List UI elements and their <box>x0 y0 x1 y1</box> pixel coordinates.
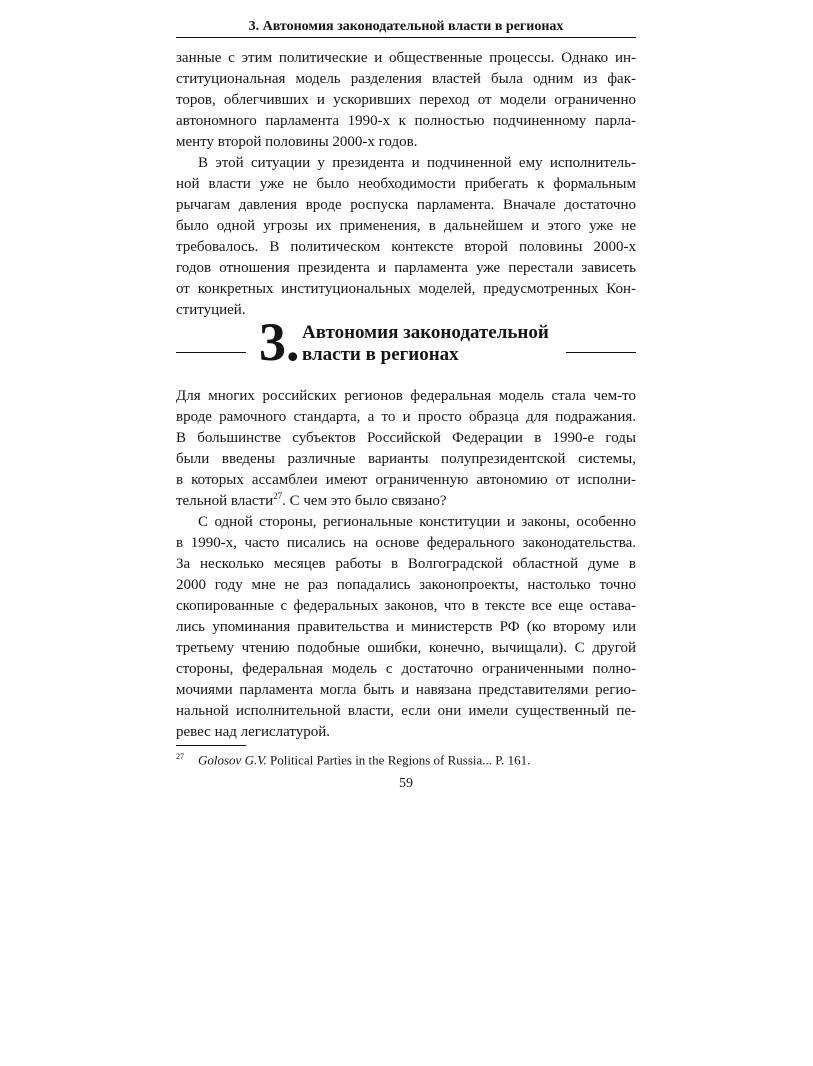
text-line: занные с этим политические и общественные процессы. Однако ин- <box>176 50 636 66</box>
text-line <box>176 491 636 512</box>
footnote-author: Golosov G.V. <box>198 752 267 768</box>
text-line: в 1990-х, часто писались на основе федерального законодательства. <box>176 535 636 551</box>
text-line: автономного парламента 1990-х к полностью подчиненному парла- <box>176 113 636 129</box>
running-header: 3. Автономия законодательной власти в регионах <box>248 19 564 34</box>
text-line: В этой ситуации у президента и подчиненной ему исполнитель- <box>198 155 636 171</box>
chapter-title-line-2: власти в регионах <box>302 344 459 365</box>
text-line: В большинстве субъектов Российской Федерации в 1990-е годы <box>176 430 636 446</box>
text-line: было одной угрозы их применения, в дальнейшем и этого уже не <box>176 218 636 234</box>
text-fragment: тельной власти <box>176 493 274 509</box>
text-line: ревес над легислатурой. <box>176 724 331 740</box>
text-line: были введены различные варианты полупрезидентской системы, <box>176 451 636 467</box>
chapter-rule-right <box>566 352 636 353</box>
text-line: требовалось. В политическом контексте второй половины 2000-х <box>176 239 636 255</box>
chapter-title <box>302 322 549 366</box>
text-line: ституцией. <box>176 302 246 318</box>
text-line: мочиями парламента могла быть и навязана представителями регио- <box>176 682 636 698</box>
header-rule <box>176 37 636 38</box>
text-line: годов отношения президента и парламента уже перестали зависеть <box>176 260 636 276</box>
footnote-reference[interactable]: 27 <box>273 491 283 501</box>
text-line: Для многих российских регионов федеральная модель стала чем-то <box>176 388 636 404</box>
text-line: рычагам давления вроде роспуска парламента. Вначале достаточно <box>176 197 636 213</box>
text-fragment: . С чем это было связано? <box>282 493 447 509</box>
footnote-text: Political Parties in the Regions of Russia... P. 161. <box>266 752 531 768</box>
text-line: ной власти уже не было необходимости прибегать к формальным <box>176 176 636 192</box>
text-line: стороны, федеральная модель с достаточно ограниченными полно- <box>176 661 636 677</box>
footnote-number: 27 <box>176 752 184 761</box>
chapter-number: 3. <box>259 312 300 372</box>
chapter-title-line-1: Автономия законодательной <box>302 322 549 343</box>
text-line: нальной исполнительной власти, если они имели существенный пе- <box>176 703 636 719</box>
page-number: 59 <box>399 776 413 791</box>
text-line: третьему чтению подобные ошибки, конечно, вычищали). С другой <box>176 640 636 656</box>
text-line: ституциональная модель разделения властей была одним из фак- <box>176 71 636 87</box>
text-line: За несколько месяцев работы в Волгоградской областной думе в <box>176 556 636 572</box>
text-line: в которых ассамблеи имеют ограниченную автономию от исполни- <box>176 472 636 488</box>
text-line: вроде рамочного стандарта, а то и просто образца для подражания. <box>176 409 636 425</box>
text-line: С одной стороны, региональные конституции и законы, особенно <box>198 514 636 530</box>
text-line: торов, облегчивших и ускоривших переход от модели ограниченно <box>176 92 636 108</box>
chapter-rule-left <box>176 352 246 353</box>
text-line: скопированные с федеральных законов, что в тексте все еще остава- <box>176 598 636 614</box>
text-line: от конкретных институциональных моделей, предусмотренных Кон- <box>176 281 636 297</box>
footnote-rule <box>176 745 246 746</box>
text-line: лись упоминания правительства и министерств РФ (ко второму или <box>176 619 636 635</box>
text-line: менту второй половины 2000-х годов. <box>176 134 418 150</box>
footnote <box>176 747 636 770</box>
text-line: 2000 году мне не раз попадались законопроекты, настолько точно <box>176 577 636 593</box>
